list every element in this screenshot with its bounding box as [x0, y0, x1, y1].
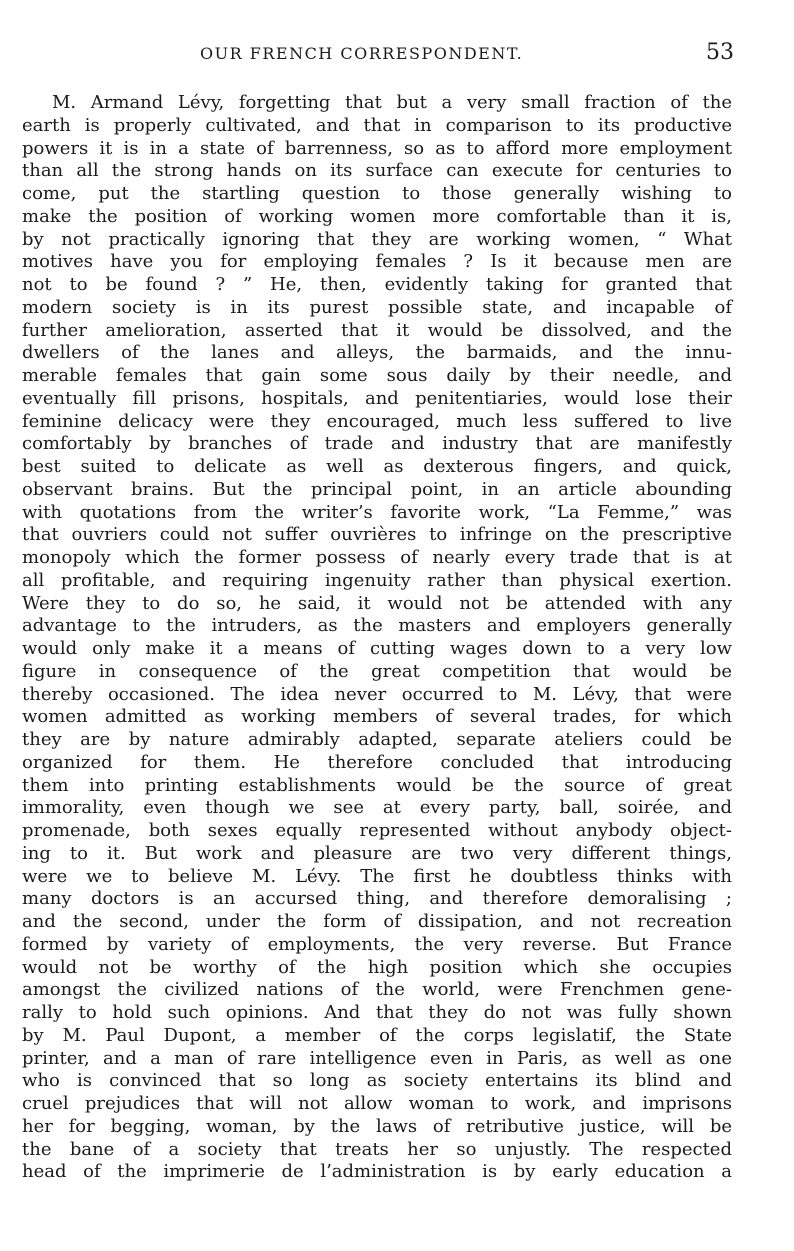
- text-line: not to be found ? ” He, then, evidently taking for granted that: [22, 274, 732, 295]
- text-line: best suited to delicate as well as dexterous fingers, and quick,: [22, 456, 732, 477]
- text-line: eventually fill prisons, hospitals, and penitentiaries, would lose their: [22, 387, 732, 409]
- text-line: many doctors is an accursed thing, and therefore demoralising ;: [22, 888, 732, 910]
- text-line: amongst the civilized nations of the world, were Frenchmen gene-: [22, 979, 732, 1001]
- text-line: who is convinced that so long as society entertains its blind and: [22, 1070, 732, 1092]
- text-line: promenade, both sexes equally represented without anybody object-: [22, 820, 732, 841]
- text-line: thereby occasioned. The idea never occurred to M. Lévy, that were: [22, 683, 732, 705]
- text-line: feminine delicacy were they encouraged, much less suffered to live: [22, 410, 732, 432]
- text-line: that ouvriers could not suffer ouvrières to infringe on the prescriptive: [22, 524, 732, 546]
- text-line: further amelioration, asserted that it would be dissolved, and the: [22, 319, 732, 341]
- text-line: would not be worthy of the high position which she occupies: [22, 956, 732, 978]
- text-line: come, put the startling question to those generally wishing to: [22, 183, 732, 204]
- text-line: the bane of a society that treats her so unjustly. The respected: [22, 1138, 732, 1160]
- text-line: Were they to do so, he said, it would not be attended with any: [22, 592, 732, 614]
- text-line: they are by nature admirably adapted, separate ateliers could be: [22, 729, 732, 750]
- text-line: women admitted as working members of several trades, for which: [22, 706, 732, 728]
- text-line: observant brains. But the principal point, in an article abounding: [22, 478, 732, 500]
- text-line: advantage to the intruders, as the masters and employers generally: [22, 615, 732, 637]
- text-line: would only make it a means of cutting wages down to a very low: [22, 638, 732, 659]
- text-line: monopoly which the former possess of nearly every trade that is at: [22, 547, 732, 568]
- text-line: modern society is in its purest possible state, and incapable of: [22, 296, 732, 318]
- text-line: organized for them. He therefore concluded that introducing: [22, 751, 732, 773]
- text-line: make the position of working women more comfortable than it is,: [22, 205, 732, 227]
- text-line: rally to hold such opinions. And that they do not was fully shown: [22, 1002, 732, 1023]
- text-line: by M. Paul Dupont, a member of the corps legislatif, the State: [22, 1024, 732, 1046]
- text-line: by not practically ignoring that they are working women, “ What: [22, 228, 732, 250]
- text-line: cruel prejudices that will not allow woman to work, and imprisons: [22, 1093, 732, 1114]
- running-head: [200, 40, 734, 70]
- text-line: merable females that gain some sous daily by their needle, and: [22, 365, 732, 386]
- text-line: immorality, even though we see at every party, ball, soirée, and: [22, 797, 732, 819]
- body-text: [22, 92, 732, 1184]
- text-line: earth is properly cultivated, and that in comparison to its productive: [22, 114, 732, 136]
- text-line: than all the strong hands on its surface can execute for centuries to: [22, 160, 732, 182]
- text-line: powers it is in a state of barrenness, so as to afford more employment: [22, 137, 732, 159]
- text-line: figure in consequence of the great competition that would be: [22, 660, 732, 682]
- text-line: with quotations from the writer’s favorite work, “La Femme,” was: [22, 501, 732, 523]
- text-line: her for begging, woman, by the laws of retributive justice, will be: [22, 1115, 732, 1137]
- text-line: comfortably by branches of trade and industry that are manifestly: [22, 433, 732, 455]
- text-line: M. Armand Lévy, forgetting that but a very small fraction of the: [52, 92, 732, 113]
- text-line: were we to believe M. Lévy. The first he doubtless thinks with: [22, 865, 732, 887]
- text-line: motives have you for employing females ? Is it because men are: [22, 251, 732, 273]
- text-line: formed by variety of employments, the very reverse. But France: [22, 933, 732, 955]
- text-line: and the second, under the form of dissipation, and not recreation: [22, 911, 732, 932]
- running-title: OUR FRENCH CORRESPONDENT.: [200, 44, 524, 63]
- text-line: dwellers of the lanes and alleys, the barmaids, and the innu-: [22, 342, 732, 364]
- text-line: head of the imprimerie de l’administration is by early education a: [22, 1161, 732, 1183]
- text-line: ing to it. But work and pleasure are two very different things,: [22, 842, 732, 864]
- text-line: all profitable, and requiring ingenuity rather than physical exertion.: [22, 569, 732, 591]
- page-number: 53: [706, 40, 734, 65]
- text-line: them into printing establishments would be the source of great: [22, 774, 732, 796]
- text-line: printer, and a man of rare intelligence even in Paris, as well as one: [22, 1047, 732, 1069]
